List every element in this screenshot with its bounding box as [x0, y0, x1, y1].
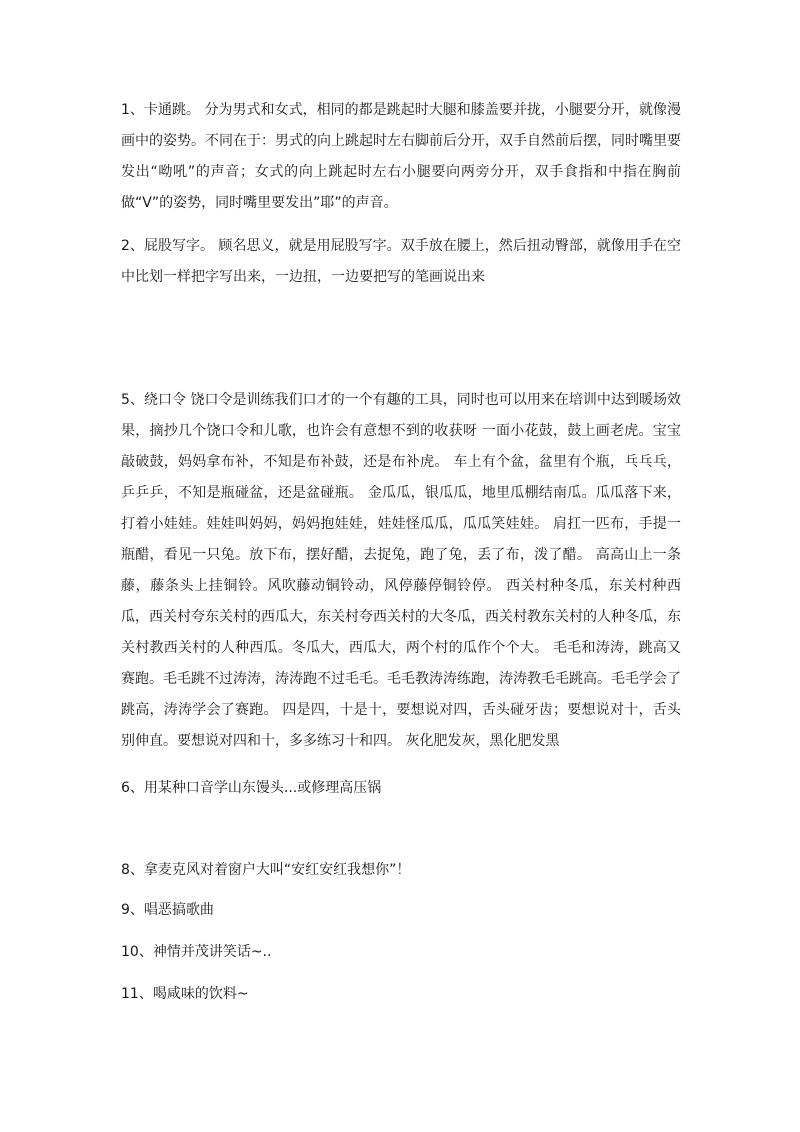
- paragraph-tell-jokes: 10、神情并茂讲笑话~..: [121, 944, 272, 960]
- paragraph-cartoon-jump: 1、卡通跳。 分为男式和女式，相同的都是跳起时大腿和膝盖要并拢，小腿要分开，就像漫画中的姿势。不同在于：男式的向上跳起时左右脚前后分开，双手自然前后摆，同时嘴里要发出“呦吼”的声音；女式的向上跳起时左右小腿要向两旁分开，双手食指和中指在胸前做“V”的姿势，同时嘴里要发出”耶”的声音。: [121, 102, 681, 211]
- paragraph-tongue-twisters: 5、绕口令 饶口令是训练我们口才的一个有趣的工具，同时也可以用来在培训中达到暖场效果，摘抄几个饶口令和儿歌，也许会有意想不到的收获呀 一面小花鼓，鼓上画老虎。宝宝敲破鼓，妈妈拿布补，不知是布补鼓，还是布补虎。 车上有个盆，盆里有个瓶，乓乓乓，乒乒乒，不知是瓶碰盆，还是盆碰瓶。 金瓜瓜，银瓜瓜，地里瓜棚结南瓜。瓜瓜落下来，打着小娃娃。娃娃叫妈妈，妈妈抱娃娃，娃娃怪瓜瓜，瓜瓜笑娃娃。 肩扛一匹布，手提一瓶醋，看见一只兔。放下布，摆好醋，去捉兔，跑了兔，丢了布，泼了醋。 高高山上一条藤，藤条头上挂铜铃。风吹藤动铜铃动，风停藤停铜铃停。 西关村种冬瓜，东关村种西瓜，西关村夸东关村的西瓜大，东关村夸西关村的大冬瓜，西关村教东关村的人种冬瓜，东关村教西关村的人种西瓜。冬瓜大，西瓜大，两个村的瓜作个个大。 毛毛和涛涛，跳高又赛跑。毛毛跳不过涛涛，涛涛跑不过毛毛。毛毛教涛涛练跑，涛涛教毛毛跳高。毛毛学会了跳高，涛涛学会了赛跑。 四是四，十是十，要想说对四，舌头碰牙齿；要想说对十，舌头别伸直。要想说对四和十，多多练习十和四。 灰化肥发灰，黑化肥发黑: [121, 392, 681, 749]
- paragraph-butt-writing: 2、屁股写字。 顾名思义，就是用屁股写字。双手放在腰上，然后扭动臀部，就像用手在空中比划一样把字写出来，一边扭，一边要把写的笔画说出来: [121, 238, 681, 285]
- paragraph-accent-imitation: 6、用某种口音学山东馒头...或修理高压锅: [121, 780, 382, 796]
- paragraph-microphone-shout: 8、拿麦克风对着窗户大叫“安红安红我想你”！: [121, 862, 411, 878]
- paragraph-spoof-songs: 9、唱恶搞歌曲: [121, 902, 214, 918]
- paragraph-salty-drink: 11、喝咸味的饮料~: [121, 986, 249, 1002]
